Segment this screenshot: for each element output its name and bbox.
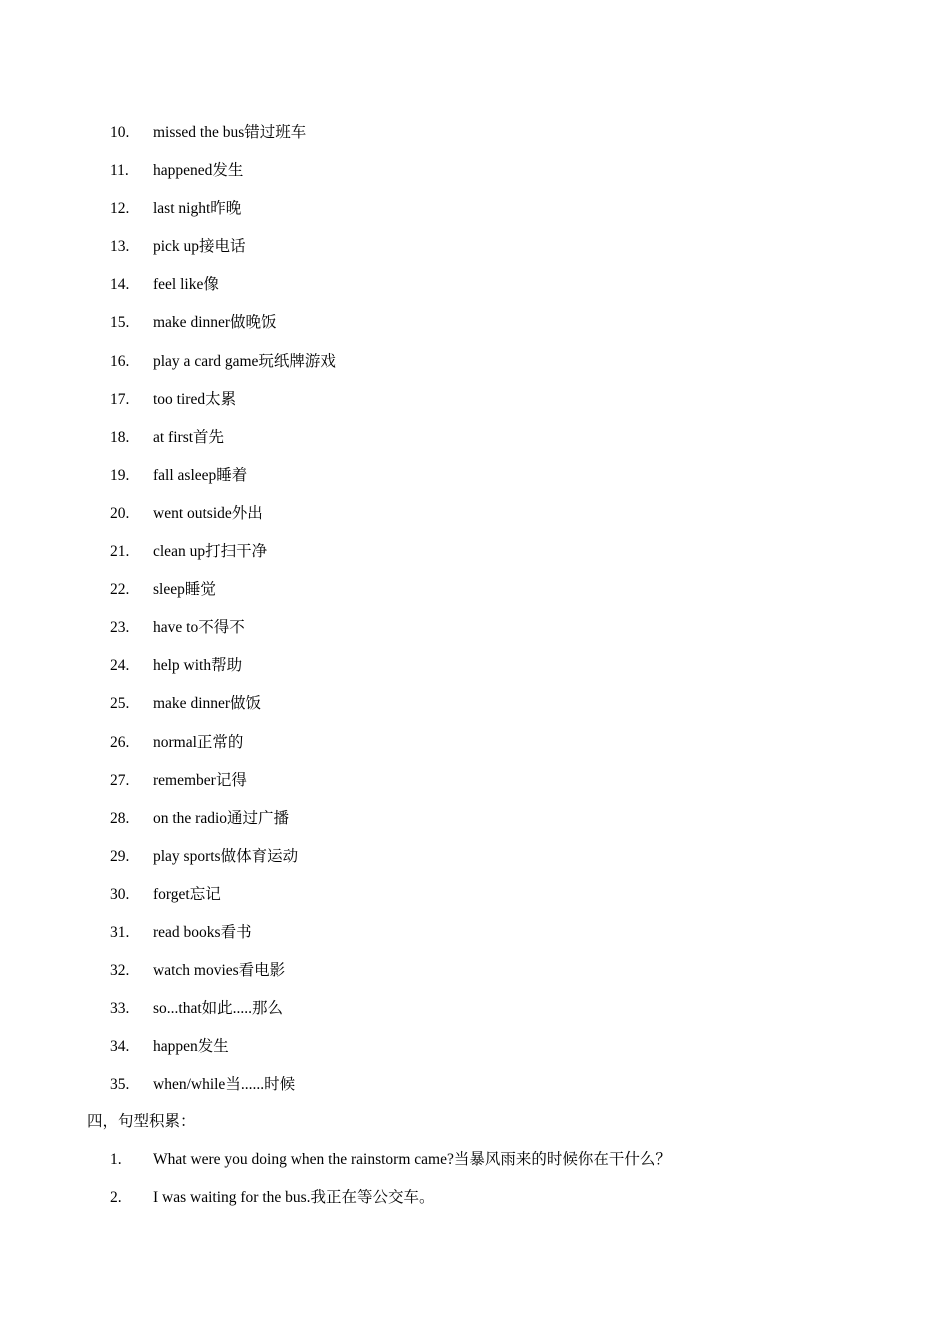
phrase-item (0, 501, 950, 539)
list-item-text: happened发生 (153, 162, 244, 180)
list-item-text: normal正常的 (153, 733, 244, 751)
list-item-text: missed the bus错过班车 (153, 124, 307, 141)
sentence-item (0, 1185, 950, 1223)
phrase-item (0, 196, 950, 234)
list-item-number: 14. (110, 276, 130, 294)
list-item-text: help with帮助 (153, 657, 243, 675)
list-item-number: 29. (110, 847, 130, 865)
phrase-item (0, 882, 950, 920)
phrase-item (0, 310, 950, 348)
list-item-number: 19. (110, 466, 130, 484)
list-item-number: 27. (110, 771, 130, 789)
list-item-text: I was waiting for the bus.我正在等公交车。 (153, 1189, 435, 1207)
list-item-number: 20. (110, 504, 130, 522)
list-item-number: 13. (110, 238, 130, 256)
phrase-item (0, 1072, 950, 1110)
phrase-item (0, 425, 950, 463)
phrase-item (0, 577, 950, 615)
phrase-item (0, 730, 950, 768)
list-item-text: make dinner做饭 (153, 695, 262, 713)
list-item-text: pick up接电话 (153, 238, 246, 256)
list-item-number: 35. (110, 1076, 130, 1094)
list-item-number: 21. (110, 543, 130, 561)
sentence-list (0, 1147, 950, 1223)
list-item-text: so...that如此.....那么 (153, 1000, 284, 1018)
phrase-item (0, 158, 950, 196)
list-item-text: went outside外出 (153, 504, 263, 522)
list-item-text: at first首先 (153, 428, 225, 446)
list-item-number: 2. (110, 1189, 122, 1207)
list-item-text: have to不得不 (153, 619, 245, 637)
list-item-text: happen发生 (153, 1038, 229, 1056)
list-item-number: 28. (110, 809, 130, 827)
list-item-text: too tired太累 (153, 390, 237, 408)
list-item-number: 12. (110, 200, 130, 218)
list-item-number: 10. (110, 124, 130, 141)
list-item-number: 33. (110, 1000, 130, 1018)
list-item-text: last night昨晚 (153, 200, 242, 218)
list-item-number: 1. (110, 1151, 122, 1168)
phrase-item (0, 844, 950, 882)
list-item-text: make dinner做晚饭 (153, 314, 277, 332)
list-item-text: on the radio通过广播 (153, 809, 290, 827)
list-item-number: 16. (110, 352, 130, 370)
list-item-text: watch movies看电影 (153, 962, 286, 980)
list-item-number: 31. (110, 923, 130, 941)
list-item-number: 26. (110, 733, 130, 751)
phrase-item (0, 615, 950, 653)
phrase-item (0, 387, 950, 425)
phrase-item (0, 653, 950, 691)
list-item-text: feel like像 (153, 276, 219, 294)
list-item-text: remember记得 (153, 771, 247, 789)
list-item-number: 24. (110, 657, 130, 675)
list-item-number: 18. (110, 428, 130, 446)
list-item-text: play a card game玩纸牌游戏 (153, 352, 336, 370)
phrase-item (0, 234, 950, 272)
phrase-item (0, 120, 950, 158)
list-item-text: play sports做体育运动 (153, 847, 299, 865)
list-item-text: fall asleep睡着 (153, 466, 248, 484)
phrase-item (0, 768, 950, 806)
phrase-item (0, 806, 950, 844)
phrase-list (0, 120, 950, 1110)
phrase-item (0, 996, 950, 1034)
phrase-item (0, 958, 950, 996)
list-item-number: 34. (110, 1038, 130, 1056)
list-item-number: 23. (110, 619, 130, 637)
phrase-item (0, 691, 950, 729)
list-item-text: clean up打扫干净 (153, 543, 268, 561)
list-item-number: 30. (110, 885, 130, 903)
list-item-number: 17. (110, 390, 130, 408)
phrase-item (0, 539, 950, 577)
list-item-number: 25. (110, 695, 130, 713)
phrase-item (0, 1034, 950, 1072)
phrase-item (0, 272, 950, 310)
list-item-number: 22. (110, 581, 130, 599)
phrase-item (0, 349, 950, 387)
sentence-item (0, 1147, 950, 1185)
phrase-item (0, 463, 950, 501)
section-heading: 四，句型积累： (87, 1113, 196, 1130)
list-item-number: 15. (110, 314, 130, 332)
list-item-number: 11. (110, 162, 129, 180)
list-item-text: What were you doing when the rainstorm came?当暴风雨来的时候你在干什么？ (153, 1151, 671, 1168)
list-item-text: when/while当......时候 (153, 1076, 296, 1094)
list-item-text: forget忘记 (153, 885, 221, 903)
list-item-number: 32. (110, 962, 130, 980)
list-item-text: sleep睡觉 (153, 581, 216, 599)
list-item-text: read books看书 (153, 923, 252, 941)
phrase-item (0, 920, 950, 958)
